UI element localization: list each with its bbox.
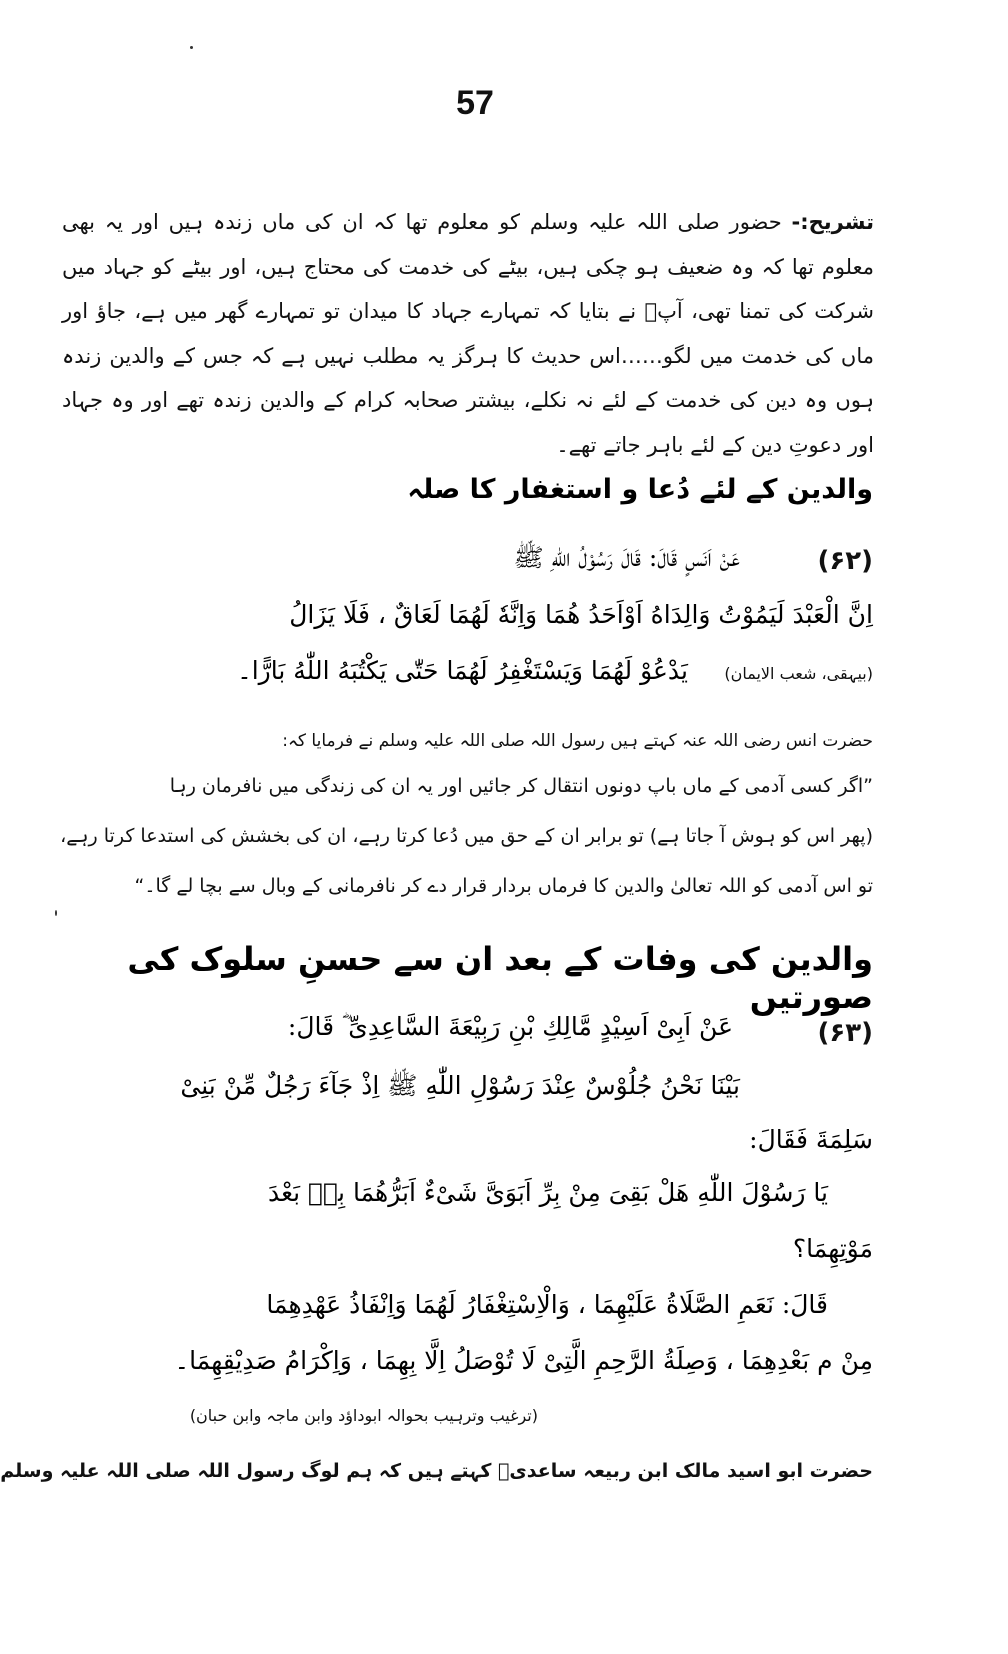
hadith-63-translation-start: حضرت ابو اسید مالک ابن ربیعہ ساعدیؓ کہتے ہیں کہ ہم لوگ رسول اللہ صلی اللہ علیہ وسلم bbox=[0, 1460, 873, 1482]
hadith-number-62: (۶۲) bbox=[817, 546, 873, 576]
hadith-63-reference: (ترغیب وترہیب بحوالہ ابوداؤد وابن ماجہ وابن حبان) bbox=[189, 1406, 538, 1425]
hadith-62-arabic-line: يَدْعُوْ لَهُمَا وَيَسْتَغْفِرُ لَهُمَا حَتّٰى يَكْتُبَهُ اللّٰهُ بَارًّا۔ bbox=[237, 656, 688, 685]
explanation-label: تشریح:- bbox=[791, 210, 874, 234]
page-number: 57 bbox=[456, 84, 494, 122]
hadith-63-arabic-line: بَيْنَا نَحْنُ جُلُوْسٌ عِنْدَ رَسُوْلِ اللّٰهِ ﷺ اِذْ جَآءَ رَجُلٌ مِّنْ بَنِیْ bbox=[180, 1071, 740, 1100]
section-heading-dua-istighfar: والدین کے لئے دُعا و استغفار کا صلہ bbox=[407, 474, 873, 505]
hadith-number-63: (۶۳) bbox=[817, 1018, 873, 1048]
hadith-63-isnad: عَنْ اَبِیْ اَسِیْدٍ مَّالِكِ بْنِ رَبِيْعَةَ السَّاعِدِیِّ ؓ قَالَ: bbox=[287, 1012, 733, 1041]
hadith-62-reference: (بیہقی، شعب الایمان) bbox=[724, 664, 873, 683]
hadith-62-translation-line: (پھر اس کو ہوش آ جاتا ہے) تو برابر ان کے حق میں دُعا کرتا رہے، ان کی بخشش کی استدعا کرتا رہے، bbox=[60, 825, 873, 847]
hadith-62-translation-line: تو اس آدمی کو اللہ تعالیٰ والدین کا فرماں بردار قرار دے کر نافرمانی کے وبال سے بچا لے گا۔“ bbox=[134, 875, 873, 897]
explanation-text: حضور صلی اللہ علیہ وسلم کو معلوم تھا کہ ان کی ماں زندہ ہیں اور یہ بھی معلوم تھا کہ وہ ضعیف ہو چکی ہیں، بیٹے کی خدمت کی محتاج ہیں، اور بیٹے کو جہاد میں شرکت کی تمنا تھی، آپؐ نے بتایا کہ تمہارے جہاد کا میدان تو تمہارے گھر میں ہے، جاؤ اور ماں کی خدمت میں لگو……اس حدیث کا ہرگز یہ مطلب نہیں ہے کہ جس کے والدین زندہ ہوں وہ دین کی خدمت کے لئے نہ نکلے، بیشتر صحابہ کرام کے والدین زندہ تھے اور وہ جہاد اور دعوتِ دین کے لئے باہر جاتے تھے۔ bbox=[62, 210, 874, 457]
scan-speck bbox=[55, 910, 57, 916]
hadith-63-arabic-line: قَالَ: نَعَمِ الصَّلَاةُ عَلَيْهِمَا ، وَالْاِسْتِغْفَارُ لَهُمَا وَاِنْفَاذُ عَهْدِهِمَا bbox=[266, 1290, 828, 1319]
hadith-62-translation-intro: حضرت انس رضی اللہ عنہ کہتے ہیں رسول اللہ صلی اللہ علیہ وسلم نے فرمایا کہ: bbox=[282, 731, 873, 751]
hadith-63-arabic-line: مَوْتِهِمَا؟ bbox=[792, 1234, 873, 1263]
scan-speck bbox=[190, 46, 193, 49]
hadith-62-isnad: عَنْ اَنَسٍ قَالَ: قَالَ رَسُوْلُ اللّٰهِ ﷺ bbox=[513, 543, 740, 572]
section-heading-after-death: والدین کی وفات کے بعد ان سے حسنِ سلوک کی صورتیں bbox=[127, 940, 873, 1016]
hadith-63-arabic-line: يَا رَسُوْلَ اللّٰهِ هَلْ بَقِیَ مِنْ بِرِّ اَبَوَیَّ شَیْءٌ اَبَرُّهُمَا بِهٖ بَعْدَ bbox=[267, 1178, 828, 1207]
explanation-paragraph bbox=[62, 200, 874, 467]
hadith-63-arabic-line: مِنْ م بَعْدِهِمَا ، وَصِلَةُ الرَّحِمِ الَّتِیْ لَا تُوْصَلُ اِلَّا بِهِمَا ، وَاِكْرَامُ صَدِيْقِهِمَا۔ bbox=[174, 1346, 873, 1375]
hadith-62-arabic-line: اِنَّ الْعَبْدَ لَيَمُوْتُ وَالِدَاهُ اَوْاَحَدُ هُمَا وَاِنَّهٗ لَهُمَا لَعَاقٌ ، فَلَا يَزَالُ bbox=[289, 600, 873, 629]
hadith-62-translation-line: ”اگر کسی آدمی کے ماں باپ دونوں انتقال کر جائیں اور یہ ان کی زندگی میں نافرمان رہا bbox=[169, 775, 873, 797]
hadith-63-arabic-line: سَلِمَةَ فَقَالَ: bbox=[749, 1125, 873, 1154]
